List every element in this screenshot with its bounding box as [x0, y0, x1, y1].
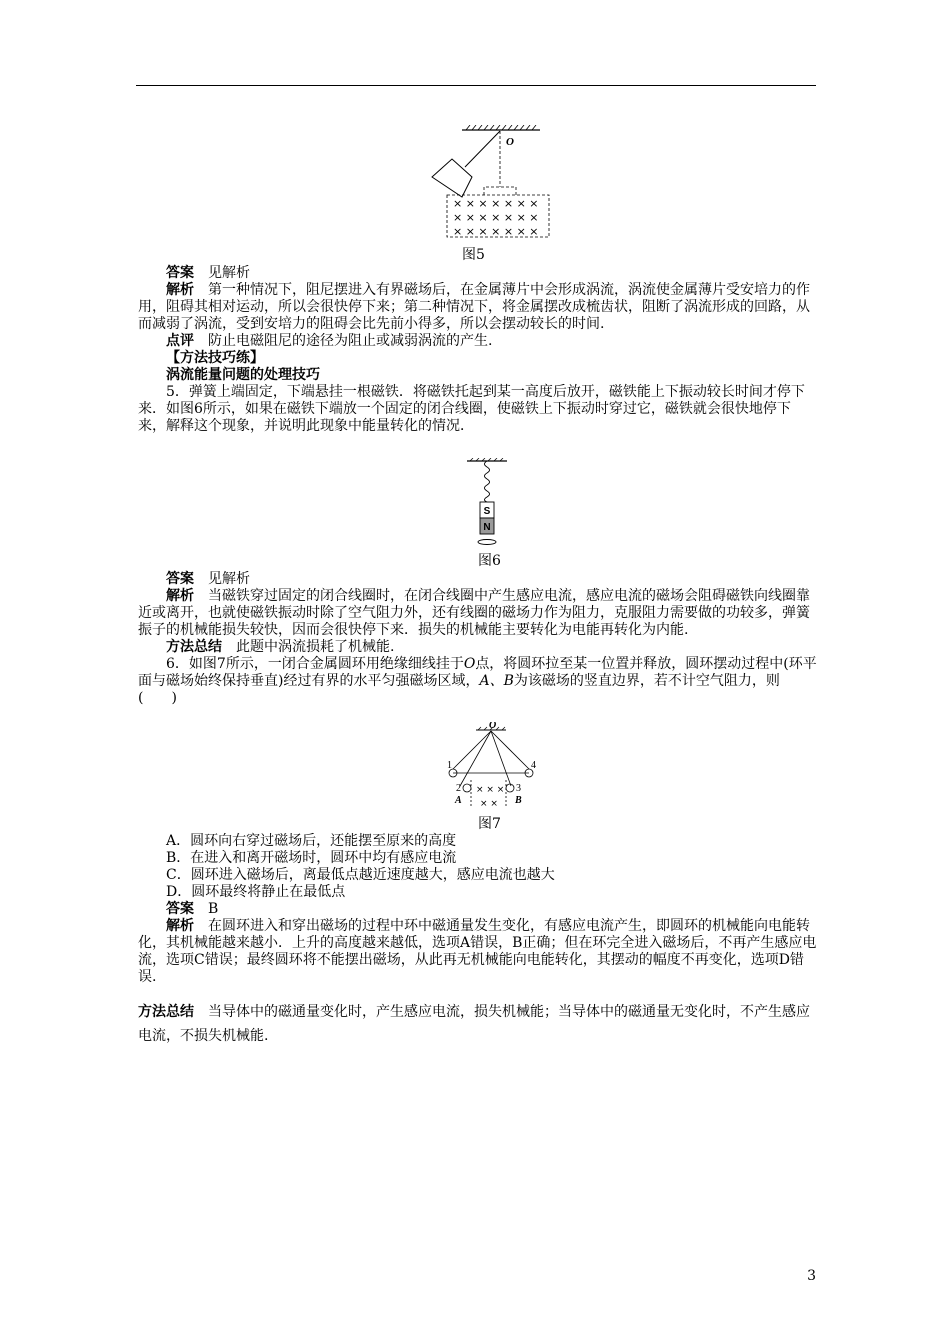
svg-text:× ×: × ×: [480, 799, 498, 809]
page-number: 3: [807, 1268, 816, 1284]
figure-7-ring-pendulum: [440, 722, 540, 814]
q6-options: [138, 833, 818, 986]
summary-text: 此题中涡流损耗了机械能.: [236, 639, 395, 655]
figure-7-label-2: 2: [456, 783, 461, 794]
q6-stem-part1: 6．如图7所示，一闭合金属圆环用绝缘细线挂于: [166, 656, 464, 672]
answer-label: 答案: [166, 265, 194, 281]
analysis-text: 在圆环进入和穿出磁场的过程中环中磁通量发生变化，有感应电流产生，即圆环的机械能向电能转化，其机械能越来越小．上升的高度越来越低，选项A错误，B正确；但在环完全进入磁场后，不再产生感应电流，选项C错误；最终圆环将不能摆出磁场，从此再无机械能向电能转化，其摆动的幅度不再变化，选项D错误.: [138, 918, 817, 985]
svg-text:× × ×: × × ×: [476, 785, 505, 795]
header-rule: [136, 85, 816, 86]
section-subheading: 涡流能量问题的处理技巧: [166, 367, 320, 383]
figure-6-spring-magnet: [462, 458, 512, 550]
analysis-text: 第一种情况下，阻尼摆进入有界磁场后，在金属薄片中会形成涡流，涡流使金属薄片受安培力的作用，阻碍其相对运动，所以会很快停下来；第二种情况下，将金属摆改成梳齿状，阻断了涡流形成的回路，从而减弱了涡流，受到安培力的阻碍会比先前小得多，所以会摆动较长的时间.: [138, 282, 810, 332]
comment-text: 防止电磁阻尼的途径为阻止或减弱涡流的产生.: [208, 333, 493, 349]
figure-7-label-3: 3: [516, 783, 521, 794]
figure-6-caption: 图6: [478, 553, 501, 569]
svg-text:× × × × × × ×: × × × × × × ×: [453, 211, 539, 224]
figure-7-label-a: A: [455, 795, 462, 806]
answer-label: 答案: [166, 901, 194, 917]
answer-text: B: [208, 901, 219, 917]
option-b: B．在进入和离开磁场时，圆环中均有感应电流: [166, 850, 457, 866]
figure-7-label-4: 4: [531, 760, 536, 771]
q6-stem: [138, 656, 818, 707]
section-heading: 【方法技巧练】: [166, 350, 264, 366]
q6-stem-o: O: [463, 656, 476, 672]
figure-7-o-label: O: [489, 722, 497, 731]
analysis-label: 解析: [166, 918, 194, 934]
analysis-label: 解析: [166, 282, 194, 298]
answer-text: 见解析: [208, 265, 250, 281]
analysis-text: 当磁铁穿过固定的闭合线圈时，在闭合线圈中产生感应电流，感应电流的磁场会阻碍磁铁向线圈靠近或离开，也就使磁铁振动时除了空气阻力外，还有线圈的磁场力作为阻力，克服阻力需要做的功较多，弹簧振子的机械能损失较快，因而会很快停下来．损失的机械能主要转化为电能再转化为内能.: [138, 588, 810, 638]
q5-stem: 5．弹簧上端固定，下端悬挂一根磁铁．将磁铁托起到某一高度后放开，磁铁能上下振动较长时间才停下来．如图6所示，如果在磁铁下端放一个固定的闭合线圈，使磁铁上下振动时穿过它，磁铁就会很快地停下来，解释这个现象，并说明此现象中能量转化的情况．: [138, 384, 805, 434]
svg-text:× × × × × × ×: × × × × × × ×: [453, 225, 539, 238]
answer-text: 见解析: [208, 571, 250, 587]
q6-stem-part3: 为该磁场的竖直边界，若不计空气阻力，则( ): [138, 673, 780, 706]
comment-label: 点评: [166, 333, 194, 349]
figure-5-caption: 图5: [462, 247, 485, 263]
q6-stem-part2: 点，将圆环拉至某一位置并释放，圆环摆动过程中(环平面与磁场始终保持垂直)经过有界的水平匀强磁场区域，: [138, 656, 817, 689]
option-a: A．圆环向右穿过磁场后，还能摆至原来的高度: [166, 833, 457, 849]
analysis-label: 解析: [166, 588, 194, 604]
figure-7-caption: 图7: [478, 816, 501, 832]
summary-label: 方法总结: [166, 639, 222, 655]
figure-5-pendulum: [420, 125, 560, 240]
figure-7-label-1: 1: [447, 760, 452, 771]
option-c: C．圆环进入磁场后，离最低点越近速度越大，感应电流也越大: [166, 867, 555, 883]
q4-solution: [138, 265, 818, 435]
figure-7-label-b: B: [515, 795, 522, 806]
svg-text:× × × × × × ×: × × × × × × ×: [453, 197, 539, 210]
q6-summary: [138, 1000, 818, 1048]
option-d: D．圆环最终将静止在最低点: [166, 884, 346, 900]
q6-stem-ab: A、B: [479, 673, 514, 689]
summary-text: 当导体中的磁通量变化时，产生感应电流，损失机械能；当导体中的磁通量无变化时，不产生感应电流，不损失机械能.: [138, 1004, 810, 1044]
figure-5-o-label: O: [506, 136, 514, 148]
q5-solution: [138, 571, 818, 707]
summary-label: 方法总结: [138, 1004, 194, 1020]
answer-label: 答案: [166, 571, 194, 587]
magnet-s-label: S: [483, 506, 491, 517]
magnet-n-label: N: [483, 522, 491, 533]
